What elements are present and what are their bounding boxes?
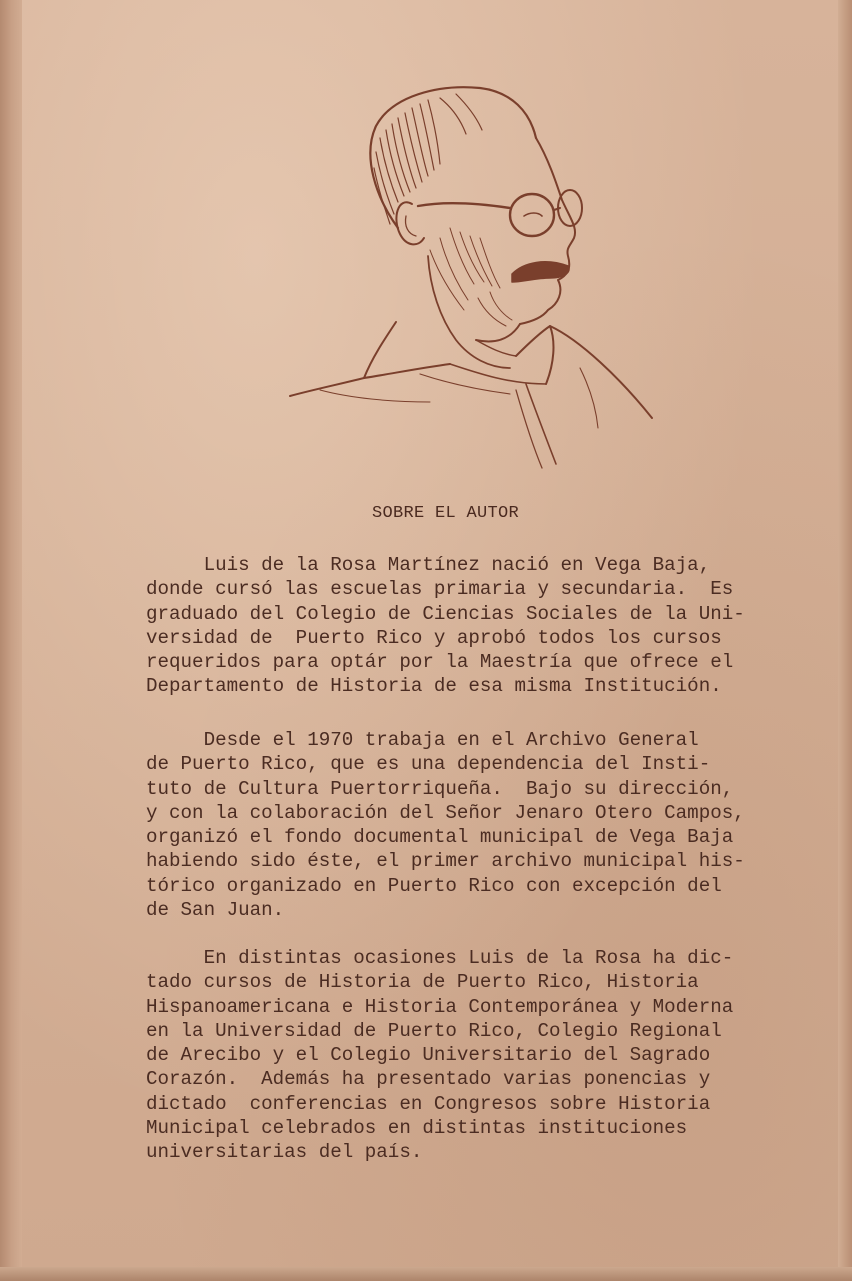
- paragraph-teaching: [146, 946, 733, 1165]
- text-line: de San Juan.: [146, 899, 285, 922]
- text-line: tórico organizado en Puerto Rico con excepción del: [146, 874, 722, 897]
- text-line: Corazón. Además ha presentado varias ponencias y: [146, 1068, 711, 1091]
- author-portrait-sketch: [280, 78, 670, 478]
- collar-right: [516, 326, 553, 384]
- text-line: Departamento de Historia de esa misma Institución.: [146, 675, 722, 698]
- collar-left: [364, 322, 450, 378]
- text-line: graduado del Colegio de Ciencias Sociales de la Uni-: [146, 602, 745, 625]
- paragraph-archive-work: [146, 728, 745, 922]
- paragraph-biography: [146, 553, 745, 699]
- text-line: y con la colaboración del Señor Jenaro Otero Campos,: [146, 801, 745, 824]
- shoulder-right: [550, 326, 652, 418]
- text-line: Municipal celebrados en distintas instituciones: [146, 1117, 688, 1140]
- page-right-edge: [838, 0, 852, 1281]
- ear: [396, 202, 424, 244]
- chin: [476, 324, 520, 341]
- text-line: requeridos para optár por la Maestría que ofrece el: [146, 651, 734, 674]
- text-line: Desde el 1970 trabaja en el Archivo General: [146, 729, 699, 751]
- text-line: de Arecibo y el Colegio Universitario del Sagrado: [146, 1044, 711, 1067]
- text-line: organizó el fondo documental municipal de Vega Baja: [146, 826, 734, 849]
- text-line: universitarias del país.: [146, 1141, 423, 1164]
- text-line: en la Universidad de Puerto Rico, Colegio Regional: [146, 1019, 722, 1042]
- text-line: En distintas ocasiones Luis de la Rosa ha dic-: [146, 947, 734, 969]
- text-line: Luis de la Rosa Martínez nació en Vega Baja,: [146, 554, 711, 576]
- cheek-hatching: [430, 228, 512, 326]
- text-line: tado cursos de Historia de Puerto Rico, Historia: [146, 971, 699, 994]
- text-line: versidad de Puerto Rico y aprobó todos los cursos: [146, 626, 722, 649]
- page-bottom-edge: [0, 1267, 852, 1281]
- shoulder-left: [290, 378, 364, 396]
- text-line: donde cursó las escuelas primaria y secundaria. Es: [146, 578, 734, 601]
- text-line: Hispanoamericana e Historia Contemporánea y Moderna: [146, 995, 734, 1018]
- text-line: habiendo sido éste, el primer archivo municipal his-: [146, 850, 745, 873]
- text-line: dictado conferencias en Congresos sobre Historia: [146, 1092, 711, 1115]
- text-line: de Puerto Rico, que es una dependencia del Insti-: [146, 753, 711, 776]
- spine-edge: [0, 0, 22, 1281]
- section-heading: SOBRE EL AUTOR: [372, 504, 520, 523]
- text-line: tuto de Cultura Puertorriqueña. Bajo su dirección,: [146, 777, 734, 800]
- glasses-lens: [510, 194, 554, 236]
